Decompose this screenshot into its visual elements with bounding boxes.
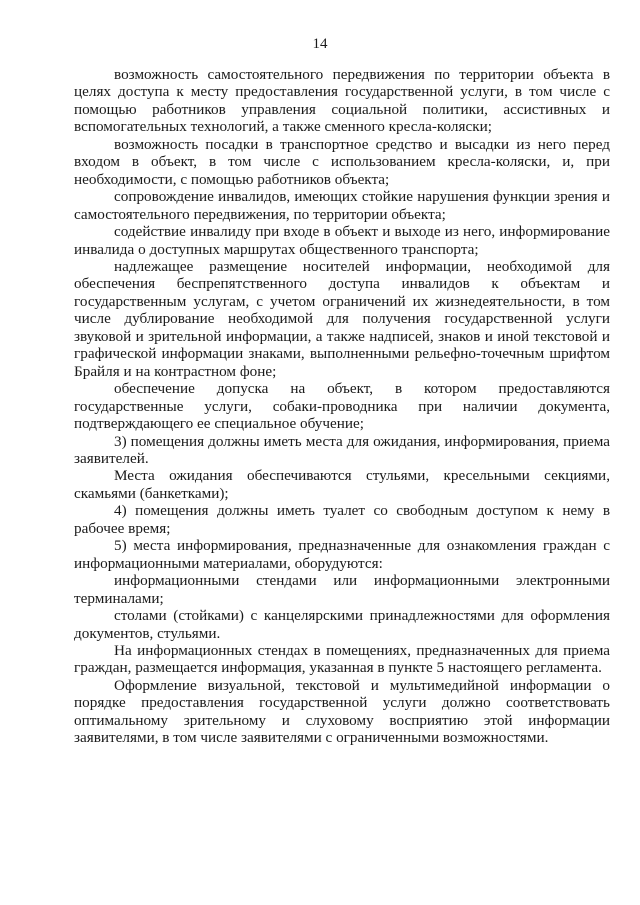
paragraph: 5) места информирования, предназначенные для ознакомления граждан с информационными материалами, оборудуются: (74, 537, 610, 572)
paragraph: На информационных стендах в помещениях, предназначенных для приема граждан, размещается информация, указанная в пункте 5 настоящего регламента. (74, 641, 610, 677)
paragraph: 4) помещения должны иметь туалет со свободным доступом к нему в рабочее время; (74, 502, 610, 537)
paragraph: обеспечение допуска на объект, в котором предоставляются государственные услуги, собаки-проводника при наличии документа, подтверждающего ее специальное обучение; (74, 380, 610, 433)
paragraph: сопровождение инвалидов, имеющих стойкие нарушения функции зрения и самостоятельного передвижения, по территории объекта; (74, 188, 610, 223)
paragraph: возможность самостоятельного передвижения по территории объекта в целях доступа к месту предоставления государственной услуги, в том числе с помощью работников управления социальной политики, ассистивных и вспомогательных технологий, а также сменного кресла-коляски; (74, 66, 610, 136)
paragraph: содействие инвалиду при входе в объект и выходе из него, информирование инвалида о доступных маршрутах общественного транспорта; (74, 223, 610, 258)
paragraph: возможность посадки в транспортное средство и высадки из него перед входом в объект, в том числе с использованием кресла-коляски, и, при необходимости, с помощью работников объекта; (74, 135, 610, 188)
paragraph: надлежащее размещение носителей информации, необходимой для обеспечения беспрепятственного доступа инвалидов к объектам и государственным услугам, с учетом ограничений их жизнедеятельности, в том числе дублирование необходимой для получения государственной услуги звуковой и зрительной информации, а также надписей, знаков и иной текстовой и графической информации знаками, выполненными рельефно-точечным шрифтом Брайля и на контрастном фоне; (74, 257, 610, 380)
paragraph: Места ожидания обеспечиваются стульями, кресельными секциями, скамьями (банкетками); (74, 467, 610, 502)
paragraph: Оформление визуальной, текстовой и мультимедийной информации о порядке предоставления государственной услуги должно соответствовать оптимальному зрительному и слуховому восприятию этой информации заявителями, в том числе заявителями с ограниченными возможностями. (74, 676, 610, 747)
paragraph: 3) помещения должны иметь места для ожидания, информирования, приема заявителей. (74, 432, 610, 467)
document-body (74, 66, 610, 747)
page-number: 14 (312, 36, 328, 52)
paragraph: столами (стойками) с канцелярскими принадлежностями для оформления документов, стульями. (74, 607, 610, 642)
paragraph: информационными стендами или информационными электронными терминалами; (74, 572, 610, 607)
